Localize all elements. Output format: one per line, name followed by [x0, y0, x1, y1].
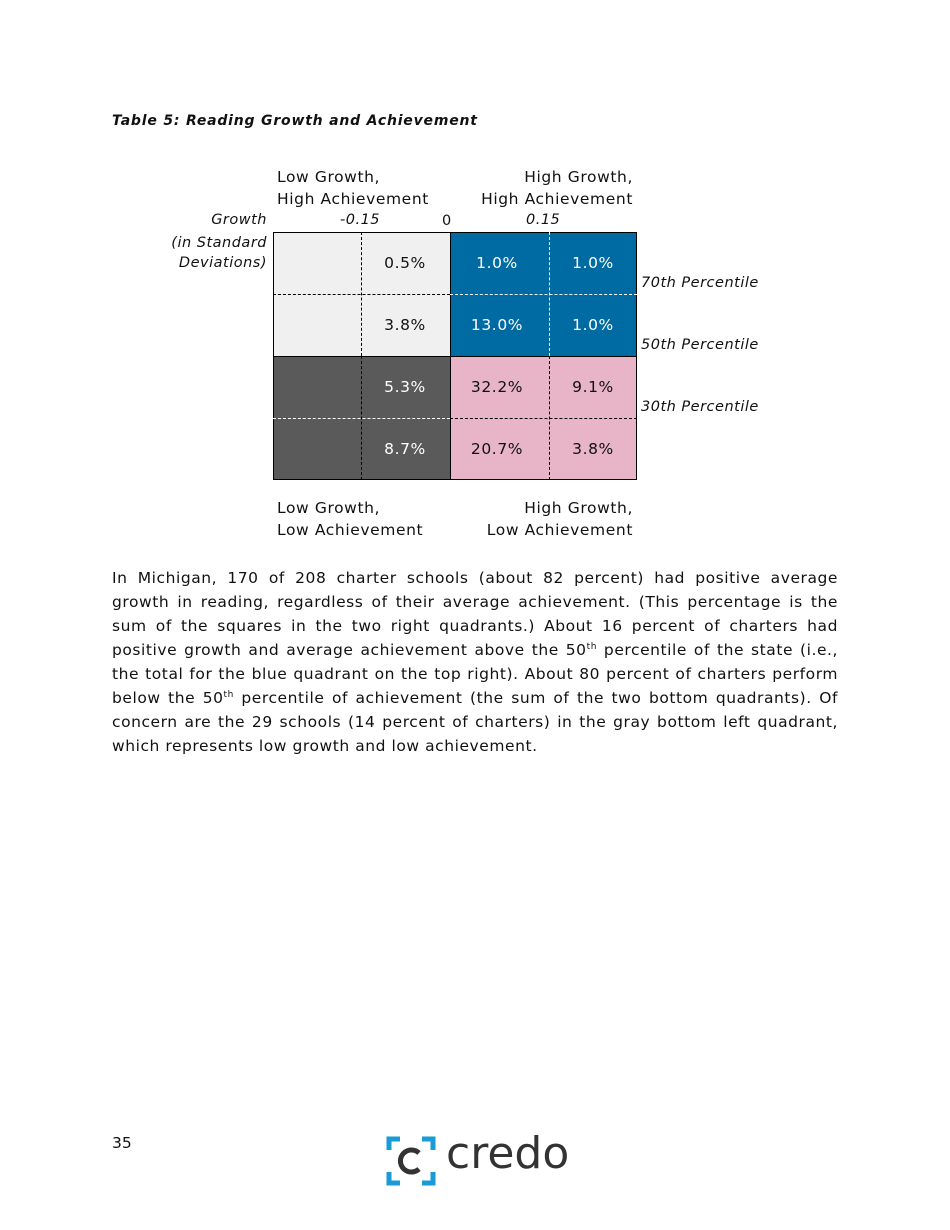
superscript: th	[223, 689, 234, 700]
quadrant-grid	[273, 232, 637, 480]
cell-value: 3.8%	[384, 316, 426, 334]
logo-wordmark: credo	[446, 1128, 570, 1179]
cell-value: 1.0%	[476, 254, 518, 272]
top-right-label-line2: High Achievement	[481, 190, 633, 208]
growth-unit-line1: (in Standard	[171, 235, 267, 251]
credo-logo	[386, 1128, 576, 1186]
cell-value: 3.8%	[572, 440, 614, 458]
cell-value: 5.3%	[384, 378, 426, 396]
bottom-right-label-line2: Low Achievement	[486, 521, 633, 539]
top-right-quadrant-label	[470, 166, 633, 210]
paragraph-text: In Michigan, 170 of 208 charter schools (about 82 percent) had positive average growth in reading, regardless of their average achievement. (This percentage is the sum of the squares in the two right quadrants.) About 16 percent of charters had positive growth and average achievement above the 50	[112, 569, 838, 659]
superscript: th	[586, 641, 597, 652]
percentile-label-70: 70th Percentile	[641, 275, 759, 291]
page-number: 35	[112, 1134, 132, 1152]
cell-value: 20.7%	[470, 440, 524, 458]
cell-value: 13.0%	[470, 316, 524, 334]
bottom-left-quadrant-label	[277, 497, 423, 541]
tick-label-pos: 0.15	[526, 212, 561, 228]
cell-value: 8.7%	[384, 440, 426, 458]
tick-label-neg: -0.15	[340, 212, 381, 228]
cell-value: 0.5%	[384, 254, 426, 272]
top-left-quadrant-label	[277, 166, 429, 210]
cell-value: 1.0%	[572, 316, 614, 334]
bottom-right-label-line1: High Growth,	[524, 499, 633, 517]
paragraph-text: percentile of the state (i.e., the total for the blue quadrant on the top right). About 80 percent of charters perform below the 50	[112, 641, 838, 707]
cell-value: 9.1%	[572, 378, 614, 396]
tick-label-zero: 0	[442, 213, 452, 229]
paragraph-text: percentile of achievement (the sum of the two bottom quadrants). Of concern are the 29 schools (14 percent of charters) in the gray bottom left quadrant, which represents low growth and low achievement.	[112, 689, 838, 755]
growth-axis-label: Growth	[211, 212, 267, 228]
credo-logo-icon	[386, 1136, 436, 1186]
growth-unit-line2: Deviations)	[178, 255, 267, 271]
body-paragraph	[112, 566, 838, 758]
growth-axis-unit	[140, 233, 267, 273]
bottom-left-label-line1: Low Growth,	[277, 499, 381, 517]
top-left-label-line1: Low Growth,	[277, 168, 381, 186]
percentile-label-50: 50th Percentile	[641, 337, 759, 353]
bottom-right-quadrant-label	[470, 497, 633, 541]
percentile-label-30: 30th Percentile	[641, 399, 759, 415]
top-left-label-line2: High Achievement	[277, 190, 429, 208]
bottom-left-label-line2: Low Achievement	[277, 521, 424, 539]
top-right-label-line1: High Growth,	[524, 168, 633, 186]
cell-value: 1.0%	[572, 254, 614, 272]
table-caption: Table 5: Reading Growth and Achievement	[112, 113, 478, 129]
cell-value: 32.2%	[470, 378, 524, 396]
